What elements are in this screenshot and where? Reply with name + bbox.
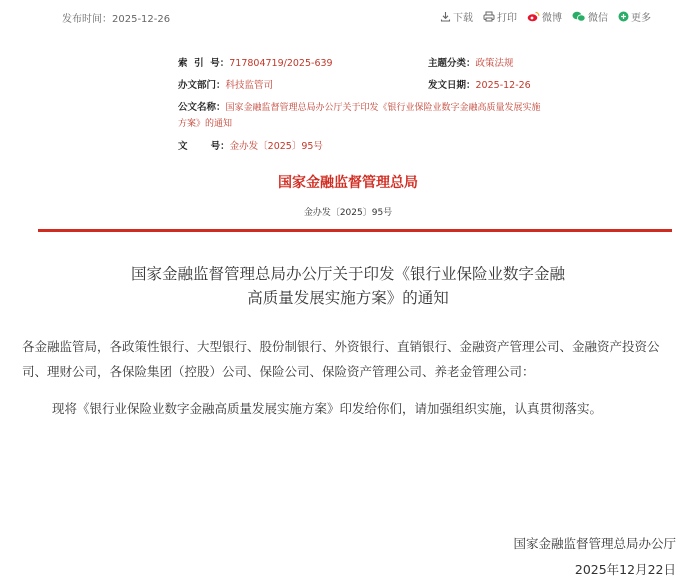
meta-dept-label: 办文部门： (178, 80, 226, 91)
meta-title-label: 公文名称： (178, 102, 226, 113)
document-title-line1: 国家金融监督管理总局办公厅关于印发《银行业保险业数字金融 (130, 265, 565, 283)
meta-number-value: 金办发〔2025〕95号 (229, 141, 323, 152)
publish-time: 发布时间：2025-12-26 (62, 14, 171, 25)
meta-category-row (428, 57, 514, 71)
meta-dept-value: 科技监管司 (225, 80, 274, 91)
meta-category-value: 政策法规 (475, 58, 514, 69)
weibo-icon (527, 11, 540, 22)
meta-title-value-line1: 国家金融监督管理总局办公厅关于印发《银行业保险业数字金融高质量发展实施 (225, 103, 541, 113)
signature: 国家金融监督管理总局办公厅 (513, 536, 676, 551)
meta-date-value: 2025-12-26 (475, 80, 531, 91)
wechat-label: 微信 (588, 13, 608, 24)
print-icon (483, 11, 495, 22)
meta-index-label: 索 引 号： (178, 58, 230, 69)
sign-date: 2025年12月22日 (574, 562, 676, 577)
meta-title-value-line2: 方案》的通知 (178, 119, 233, 129)
meta-date-row (428, 79, 531, 93)
print-button[interactable] (483, 9, 517, 24)
issuer-header: 国家金融监督管理总局 (278, 175, 418, 191)
body-paragraph: 现将《银行业保险业数字金融高质量发展实施方案》印发给你们，请加强组织实施，认真贯彻落实。 (52, 401, 603, 416)
meta-category-label: 主题分类： (428, 58, 476, 69)
top-bar (0, 0, 696, 34)
meta-index-value: 717804719/2025-639 (229, 58, 333, 69)
meta-dept-row (178, 79, 273, 93)
weibo-share-button[interactable] (527, 9, 562, 24)
meta-date-label: 发文日期： (428, 80, 476, 91)
meta-number-label: 文 号： (178, 141, 230, 152)
download-button[interactable] (440, 9, 473, 24)
weibo-label: 微博 (542, 13, 562, 24)
more-share-button[interactable] (618, 9, 651, 24)
addressees-paragraph: 各金融监管局，各政策性银行、大型银行、股份制银行、外资银行、直销银行、金融资产管理公司、金融资产投资公司、理财公司，各保险集团（控股）公司、保险公司、保险资产管理公司、养老金管理公司： (22, 339, 660, 379)
more-icon (618, 11, 629, 22)
wechat-share-button[interactable] (572, 9, 608, 24)
document-title-line2: 高质量发展实施方案》的通知 (247, 289, 449, 307)
meta-index-row (178, 57, 333, 71)
download-label: 下载 (453, 13, 473, 24)
document-title (0, 262, 696, 310)
print-label: 打印 (497, 13, 517, 24)
red-divider (38, 229, 672, 232)
more-label: 更多 (631, 13, 651, 24)
meta-title-row (178, 101, 541, 115)
share-actions (440, 9, 651, 24)
download-icon (440, 11, 451, 22)
meta-number-row (178, 140, 323, 154)
wechat-icon (572, 11, 586, 22)
doc-number: 金办发〔2025〕95号 (303, 208, 393, 218)
